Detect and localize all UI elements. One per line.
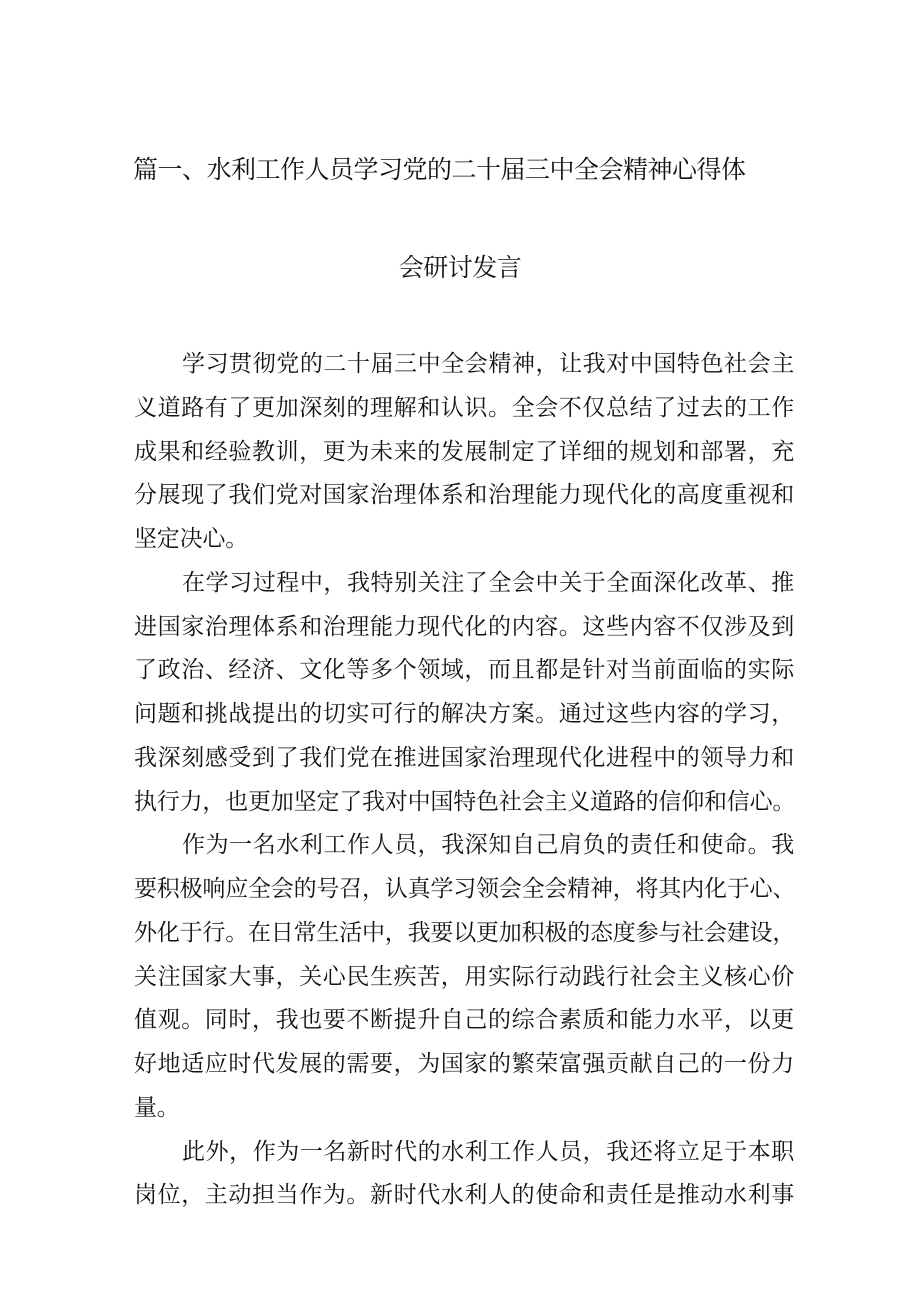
paragraph-line: 分展现了我们党对国家治理体系和治理能力现代化的高度重视和 [134, 482, 794, 509]
paragraph-line: 值观。同时，我也要不断提升自己的综合素质和能力水平，以更 [134, 1007, 794, 1034]
paragraph-line: 外化于行。在日常生活中，我要以更加积极的态度参与社会建设， [134, 919, 796, 946]
paragraph-line: 好地适应时代发展的需要，为国家的繁荣富强贡献自己的一份力 [134, 1051, 794, 1077]
paragraph-line: 作为一名水利工作人员，我深知自己肩负的责任和使命。我 [182, 832, 794, 859]
paragraph-line: 了政治、经济、文化等多个领域，而且都是针对当前面临的实际 [134, 657, 794, 684]
paragraph-line: 岗位，主动担当作为。新时代水利人的使命和责任是推动水利事 [134, 1182, 794, 1209]
paragraph-line: 执行力，也更加坚定了我对中国特色社会主义道路的信仰和信心。 [134, 788, 796, 815]
paragraph-line: 坚定决心。 [134, 526, 249, 552]
paragraph-line: 义道路有了更加深刻的理解和认识。全会不仅总结了过去的工作 [134, 394, 794, 421]
paragraph-line: 此外，作为一名新时代的水利工作人员，我还将立足于本职 [182, 1138, 794, 1165]
paragraph-line: 成果和经验教训，更为未来的发展制定了详细的规划和部署，充 [134, 438, 794, 465]
paragraph-line: 在学习过程中，我特别关注了全会中关于全面深化改革、推 [182, 569, 794, 596]
document-title-line-2: 会研讨发言 [398, 253, 522, 282]
paragraph-3 [134, 824, 794, 1130]
paragraph-line: 问题和挑战提出的切实可行的解决方案。通过这些内容的学习， [134, 701, 794, 727]
paragraph-1 [134, 343, 794, 562]
paragraph-line: 进国家治理体系和治理能力现代化的内容。这些内容不仅涉及到 [134, 613, 794, 640]
paragraph-2 [134, 562, 794, 825]
document-title-line-1: 篇一、水利工作人员学习党的二十届三中全会精神心得体 [133, 155, 746, 184]
paragraph-4 [134, 1131, 794, 1219]
paragraph-line: 关注国家大事，关心民生疾苦，用实际行动践行社会主义核心价 [134, 963, 794, 990]
paragraph-line: 学习贯彻党的二十届三中全会精神，让我对中国特色社会主 [182, 351, 794, 377]
document-body [134, 343, 794, 1218]
paragraph-line: 我深刻感受到了我们党在推进国家治理现代化进程中的领导力和 [134, 744, 794, 771]
paragraph-line: 量。 [134, 1094, 180, 1121]
paragraph-line: 要积极响应全会的号召，认真学习领会全会精神，将其内化于心、 [134, 876, 796, 902]
